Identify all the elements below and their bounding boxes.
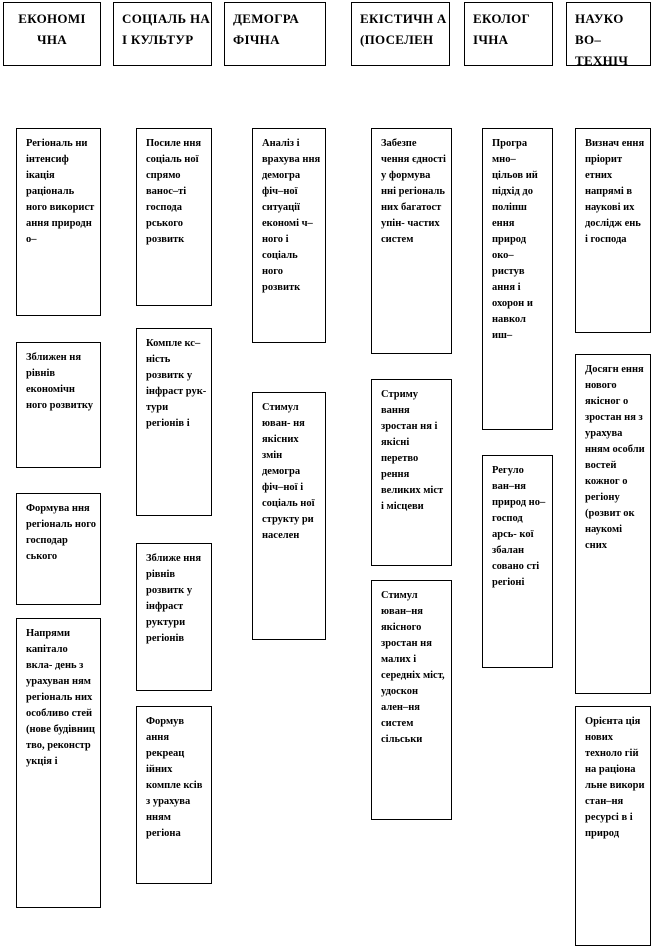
demographic-item-2: Стимул юван- ня якісних змін демогра фіч–ної і соціаль ної структу ри населен — [252, 392, 326, 640]
header-scientific-technical: НАУКО ВО– ТЕХНІЧ — [566, 2, 651, 66]
social-item-3: Зближе ння рівнів розвитк у інфраст руктури регіонів — [136, 543, 212, 691]
scitech-item-1: Визнач ення пріорит етних напрямі в наукові их дослідж ень і господа — [575, 128, 651, 333]
economic-item-2: Зближен ня рівнів економічн ного розвитку — [16, 342, 101, 468]
scitech-item-3: Орієнта ція нових техноло гій на раціона льне викори стан–ня ресурсі в і природ — [575, 706, 651, 946]
header-demographic: ДЕМОГРА ФІЧНА — [224, 2, 326, 66]
economic-item-4: Напрями капітало вкла- день з урахуван ням регіональ них особливо стей (нове будівниц тво, реконстр укція і — [16, 618, 101, 908]
ecological-item-1: Програ мно– цільов ий підхід до поліпш ення природ око– ристув ання і охорон и навкол иш– — [482, 128, 553, 430]
social-item-2: Компле кс–ність розвитк у інфраст рук- тури регіонів і — [136, 328, 212, 516]
header-ekistic: ЕКІСТИЧН А (ПОСЕЛЕН — [351, 2, 450, 66]
social-item-4: Формув ання рекреац ійних компле ксів з урахува нням регіона — [136, 706, 212, 884]
demographic-item-1: Аналіз і врахува ння демогра фіч–ної ситуації економі ч–ного і соціаль ного розвитк — [252, 128, 326, 343]
ekistic-item-2: Стриму вання зростан ня і якісні перетво рення великих міст і місцеви — [371, 379, 452, 566]
ekistic-item-3: Стимул юван–ня якісного зростан ня малих і середніх міст, удоскон ален–ня систем сільськи — [371, 580, 452, 820]
header-ecological: ЕКОЛОГ ІЧНА — [464, 2, 553, 66]
scitech-item-2: Досягн ення нового якісног о зростан ня з урахува нням особли востей кожног о регіону (розвит ок наукомі сних — [575, 354, 651, 694]
ekistic-item-1: Забезпе чення єдності у формува нні регіональ них багатост упін- частих систем — [371, 128, 452, 354]
economic-item-3: Формува ння регіональ ного господар ського — [16, 493, 101, 605]
header-economic: ЕКОНОМІ ЧНА — [3, 2, 101, 66]
social-item-1: Посиле ння соціаль ної спрямо ванос–ті господа рського розвитк — [136, 128, 212, 306]
header-social-cultural: СОЦІАЛЬ НА І КУЛЬТУР — [113, 2, 212, 66]
ecological-item-2: Регуло ван–ня природ но– господ арсь- кої збалан сованo сті регіоні — [482, 455, 553, 668]
economic-item-1: Регіональ ни інтенсиф ікація раціональ ного використ ання природн о– — [16, 128, 101, 316]
